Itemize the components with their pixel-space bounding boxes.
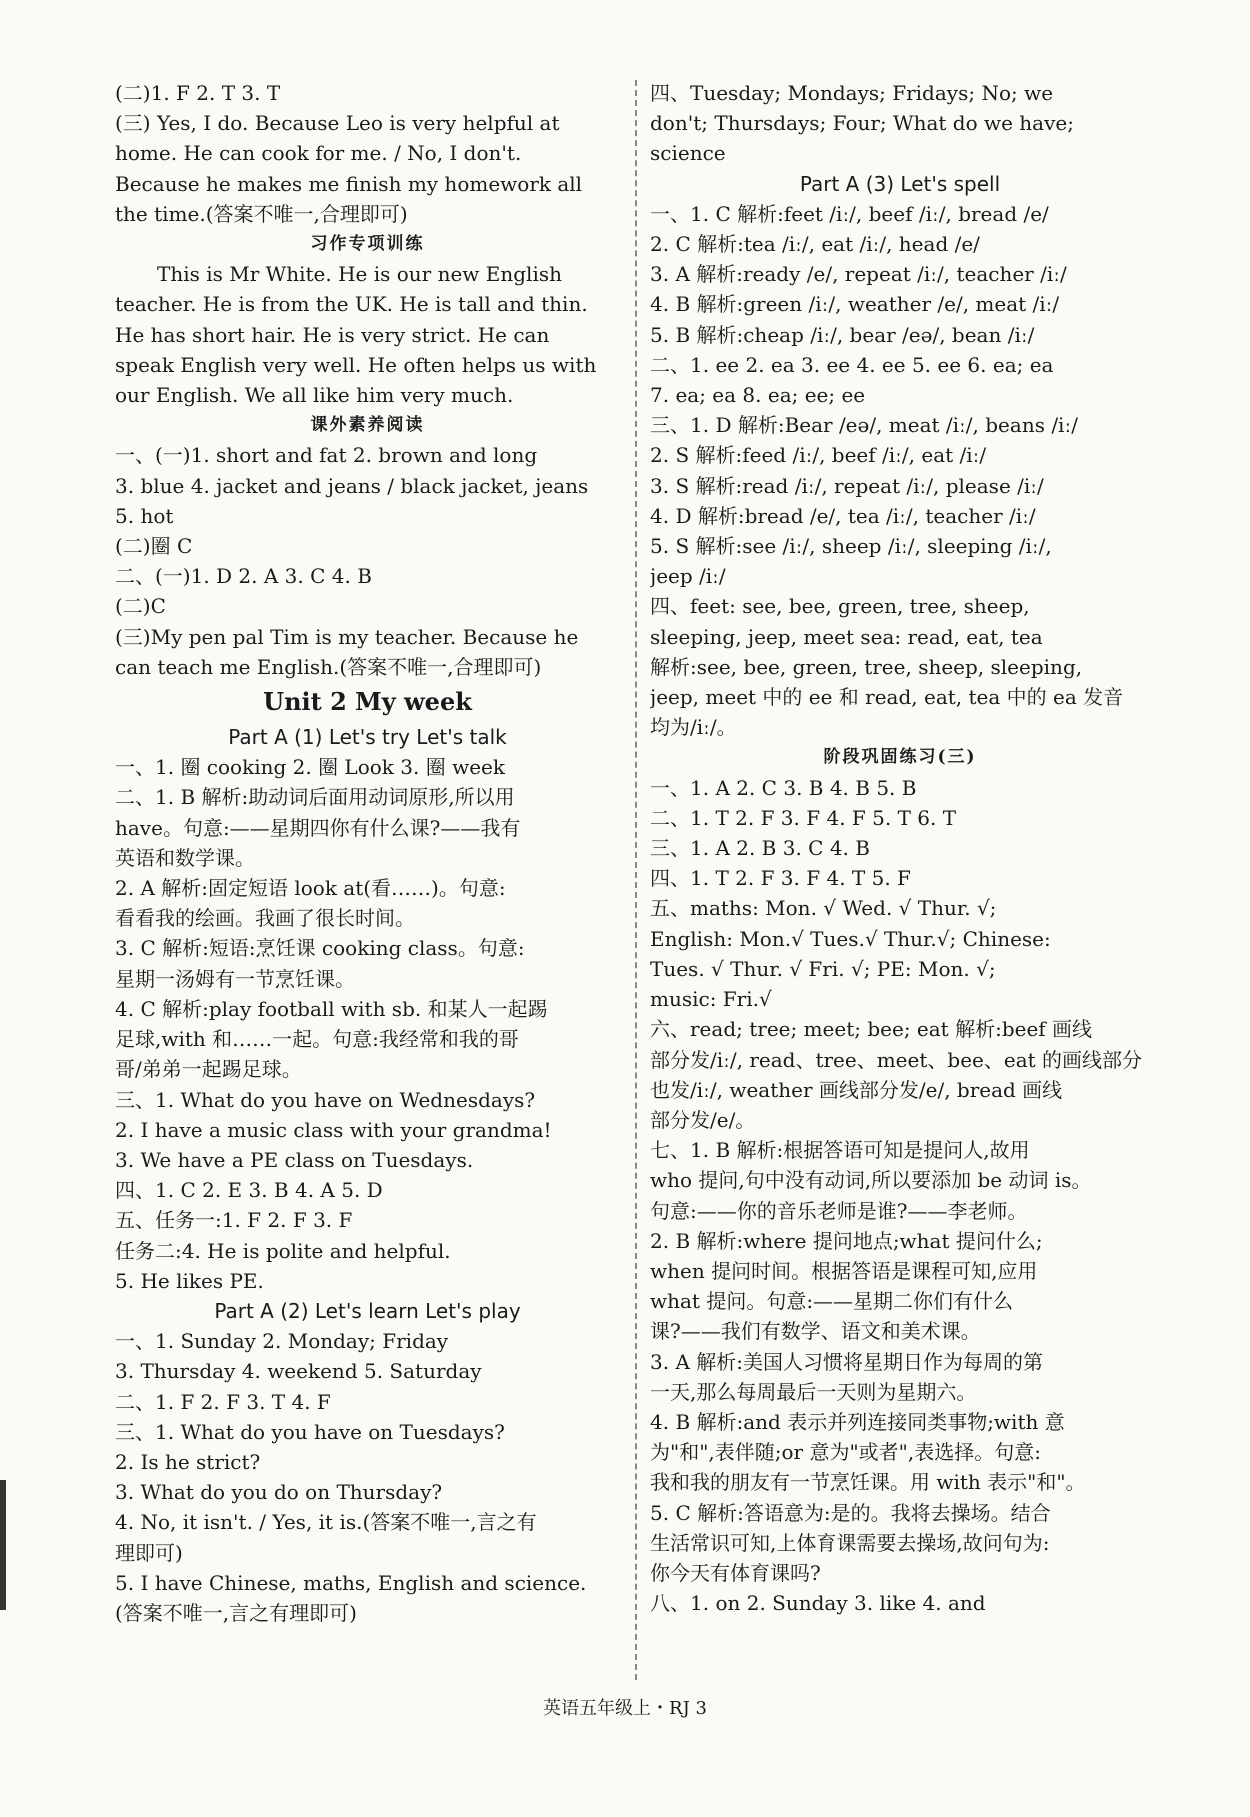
text-line: 一、1. C 解析:feet /iː/, beef /iː/, bread /e/ [650, 201, 1049, 226]
text-line: 五、任务一:1. F 2. F 3. F [115, 1208, 353, 1233]
text-line: what 提问。句意:——星期二你们有什么 [650, 1289, 1014, 1314]
unit-title: Unit 2 My week [263, 687, 472, 717]
text-line: 7. ea; ea 8. ea; ee; ee [650, 383, 866, 408]
text-line: 四、Tuesday; Mondays; Fridays; No; we [650, 81, 1054, 105]
text-line: home. He can cook for me. / No, I don't. [115, 141, 522, 166]
text-line: (二)1. F 2. T 3. T [115, 81, 281, 105]
text-line: 5. hot [115, 503, 174, 528]
text-line: 3. Thursday 4. weekend 5. Saturday [115, 1359, 482, 1384]
text-line: 5. C 解析:答语意为:是的。我将去操场。结合 [650, 1500, 1051, 1525]
text-line: 解析:see, bee, green, tree, sheep, sleeping, [650, 654, 1083, 679]
text-line: 二、1. F 2. F 3. T 4. F [115, 1389, 331, 1414]
text-line: teacher. He is from the UK. He is tall and thin. [115, 292, 588, 317]
text-line: 为"和",表伴随;or 意为"或者",表选择。句意: [650, 1440, 1041, 1465]
text-line: (答案不唯一,言之有理即可) [115, 1600, 357, 1625]
text-line: (二)圈 C [115, 534, 193, 559]
part-heading: Part A (3) Let's spell [799, 171, 1001, 196]
text-line: 5. I have Chinese, maths, English and science. [115, 1570, 587, 1595]
text-line: 3. We have a PE class on Tuesdays. [115, 1147, 474, 1172]
text-line: have。句意:——星期四你有什么课?——我有 [115, 815, 521, 840]
text-line: 一、1. 圈 cooking 2. 圈 Look 3. 圈 week [115, 755, 505, 780]
text-line: 四、1. T 2. F 3. F 4. T 5. F [650, 866, 911, 891]
text-line: He has short hair. He is very strict. He can [115, 322, 550, 347]
section-heading: 课外素养阅读 [310, 415, 425, 436]
text-line: 2. S 解析:feed /iː/, beef /iː/, eat /iː/ [650, 443, 987, 468]
text-line: (三) Yes, I do. Because Leo is very helpful at [115, 111, 560, 136]
text-line: 三、1. What do you have on Tuesdays? [115, 1419, 505, 1444]
section-heading: 习作专项训练 [310, 234, 425, 255]
text-line: when 提问时间。根据答语是课程可知,应用 [650, 1258, 1038, 1283]
text-line: 4. B 解析:green /iː/, weather /e/, meat /iː/ [650, 292, 1060, 317]
text-line: don't; Thursdays; Four; What do we have; [650, 111, 1074, 136]
text-line: 五、maths: Mon. √ Wed. √ Thur. √; [650, 896, 997, 921]
text-line: 5. S 解析:see /iː/, sheep /iː/, sleeping /iː/, [650, 534, 1052, 559]
text-line: 二、(一)1. D 2. A 3. C 4. B [115, 564, 372, 589]
right-column [650, 78, 1150, 1618]
text-line: 三、1. What do you have on Wednesdays? [115, 1087, 536, 1112]
text-line: who 提问,句中没有动词,所以要添加 be 动词 is。 [650, 1168, 1092, 1193]
text-line: 部分发/e/。 [650, 1107, 756, 1132]
text-line: English: Mon.√ Tues.√ Thur.√; Chinese: [650, 926, 1051, 951]
text-line: 3. blue 4. jacket and jeans / black jacket, jeans [115, 473, 589, 498]
section-heading: 阶段巩固练习(三) [823, 747, 977, 768]
binding-edge [0, 1480, 6, 1610]
left-column [115, 78, 620, 1628]
text-line: 一天,那么每周最后一天则为星期六。 [650, 1379, 977, 1404]
text-line: speak English very well. He often helps us with [115, 352, 597, 377]
text-line: 英语和数学课。 [115, 845, 255, 870]
text-line: 八、1. on 2. Sunday 3. like 4. and [650, 1591, 986, 1616]
text-line: 生活常识可知,上体育课需要去操场,故问句为: [650, 1530, 1050, 1555]
text-line: 3. S 解析:read /iː/, repeat /iː/, please /iː/ [650, 473, 1044, 498]
text-line: 也发/iː/, weather 画线部分发/e/, bread 画线 [650, 1077, 1063, 1102]
text-line: 5. B 解析:cheap /iː/, bear /eə/, bean /iː/ [650, 322, 1035, 347]
text-line: 4. B 解析:and 表示并列连接同类事物;with 意 [650, 1409, 1065, 1434]
text-line: Because he makes me finish my homework all [115, 171, 583, 196]
text-line: jeep, meet 中的 ee 和 read, eat, tea 中的 ea 发音 [650, 685, 1124, 710]
text-line: Tues. √ Thur. √ Fri. √; PE: Mon. √; [650, 956, 996, 981]
text-line: 4. C 解析:play football with sb. 和某人一起踢 [115, 996, 548, 1021]
text-line: 四、1. C 2. E 3. B 4. A 5. D [115, 1178, 383, 1203]
text-line: jeep /iː/ [650, 564, 726, 589]
column-divider [635, 80, 637, 1680]
text-line: 3. A 解析:ready /e/, repeat /iː/, teacher /iː/ [650, 262, 1067, 287]
text-line: (三)My pen pal Tim is my teacher. Because he [115, 624, 579, 649]
text-line: 一、(一)1. short and fat 2. brown and long [115, 443, 538, 468]
text-line: 部分发/iː/, read、tree、meet、bee、eat 的画线部分 [650, 1047, 1143, 1072]
text-line: 课?——我们有数学、语文和美术课。 [650, 1319, 981, 1344]
text-line: 均为/iː/。 [650, 715, 737, 740]
text-line: can teach me English.(答案不唯一,合理即可) [115, 654, 542, 679]
text-line: 哥/弟弟一起踢足球。 [115, 1057, 302, 1082]
text-line: 2. C 解析:tea /iː/, eat /iː/, head /e/ [650, 232, 980, 257]
text-line: 足球,with 和……一起。句意:我经常和我的哥 [115, 1027, 519, 1052]
text-line: music: Fri.√ [650, 987, 772, 1012]
text-line: 二、1. ee 2. ea 3. ee 4. ee 5. ee 6. ea; ea [650, 352, 1054, 377]
text-line: This is Mr White. He is our new English [157, 262, 562, 287]
text-line: 三、1. D 解析:Bear /eə/, meat /iː/, beans /iː/ [650, 413, 1078, 438]
text-line: (二)C [115, 594, 166, 619]
text-line: our English. We all like him very much. [115, 383, 514, 408]
part-heading: Part A (2) Let's learn Let's play [214, 1298, 521, 1323]
text-line: 3. What do you do on Thursday? [115, 1480, 443, 1505]
text-line: 3. A 解析:美国人习惯将星期日作为每周的第 [650, 1349, 1043, 1374]
text-line: 看看我的绘画。我画了很长时间。 [115, 906, 415, 931]
text-line: science [650, 141, 726, 166]
text-line: 四、feet: see, bee, green, tree, sheep, [650, 594, 1030, 619]
text-line: 句意:——你的音乐老师是谁?——李老师。 [650, 1198, 1028, 1223]
text-line: 我和我的朋友有一节烹饪课。用 with 表示"和"。 [650, 1470, 1086, 1495]
text-line: the time.(答案不唯一,合理即可) [115, 201, 408, 226]
text-line: 任务二:4. He is polite and helpful. [115, 1238, 451, 1263]
text-line: 2. A 解析:固定短语 look at(看……)。句意: [115, 876, 506, 901]
text-line: 三、1. A 2. B 3. C 4. B [650, 836, 870, 861]
text-line: 3. C 解析:短语:烹饪课 cooking class。句意: [115, 936, 525, 961]
text-line: 5. He likes PE. [115, 1268, 264, 1293]
part-heading: Part A (1) Let's try Let's talk [228, 725, 507, 750]
text-line: 二、1. B 解析:助动词后面用动词原形,所以用 [115, 785, 515, 810]
text-line: 4. D 解析:bread /e/, tea /iː/, teacher /iː/ [650, 503, 1036, 528]
text-line: 你今天有体育课吗? [650, 1560, 821, 1585]
text-line: 4. No, it isn't. / Yes, it is.(答案不唯一,言之有 [115, 1510, 537, 1535]
text-line: 星期一汤姆有一节烹饪课。 [115, 966, 355, 991]
text-line: 2. Is he strict? [115, 1449, 261, 1474]
text-line: 七、1. B 解析:根据答语可知是提问人,故用 [650, 1138, 1030, 1163]
page-footer: 英语五年级上・RJ 3 [543, 1698, 707, 1719]
text-line: 一、1. Sunday 2. Monday; Friday [115, 1329, 449, 1354]
text-line: sleeping, jeep, meet sea: read, eat, tea [650, 624, 1043, 649]
text-line: 2. B 解析:where 提问地点;what 提问什么; [650, 1228, 1043, 1253]
text-line: 二、1. T 2. F 3. F 4. F 5. T 6. T [650, 805, 957, 830]
text-line: 理即可) [115, 1540, 183, 1565]
text-line: 一、1. A 2. C 3. B 4. B 5. B [650, 775, 917, 800]
text-line: 六、read; tree; meet; bee; eat 解析:beef 画线 [650, 1017, 1093, 1042]
text-line: 2. I have a music class with your grandma! [115, 1117, 552, 1142]
